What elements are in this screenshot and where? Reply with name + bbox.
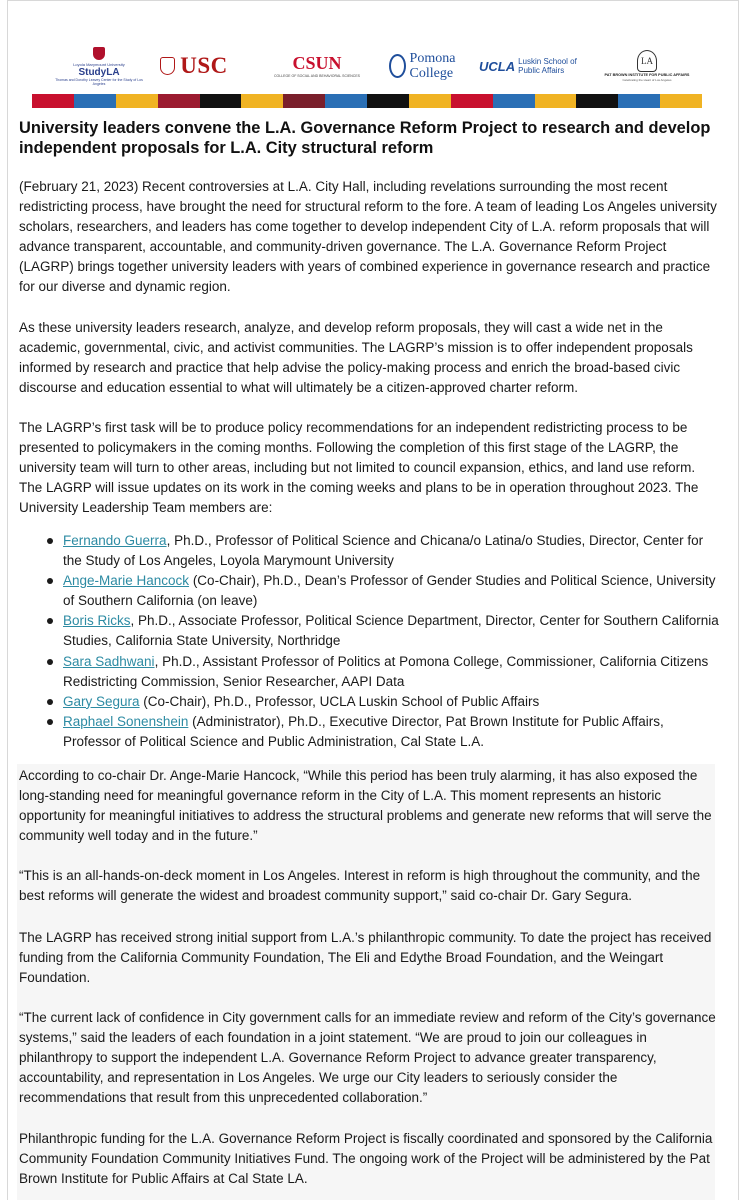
- color-stripe-12: [535, 94, 577, 108]
- bullet-icon: [47, 719, 53, 725]
- paragraph-foundation-statement: “The current lack of confidence in City government calls for an immediate review and reform of the City’s governance systems,” said the leaders of each foundation in a joint statement. “We are proud to join our colleagues in philanthropy to support the independent L.A. Governance Reform Project to advance greater transparency, accountability, and representation in Los Angeles. We urge our City leaders to seriously consider the recommendations that result from this unprecedented collaboration.”: [19, 1010, 716, 1106]
- member-description: (Co-Chair), Ph.D., Professor, UCLA Luskin School of Public Affairs: [139, 693, 540, 709]
- csun-logo: [272, 38, 362, 94]
- lmu-logo-name: StudyLA: [78, 66, 120, 78]
- list-item: [19, 611, 719, 651]
- member-link-hancock[interactable]: Ange-Marie Hancock: [63, 573, 190, 589]
- lmu-shield-icon: [93, 47, 105, 60]
- usc-logo: [154, 38, 234, 94]
- list-item: [19, 712, 719, 752]
- bullet-icon: [47, 618, 53, 624]
- member-link-sadhwani[interactable]: Sara Sadhwani: [63, 653, 155, 669]
- color-stripe-1: [74, 94, 116, 108]
- paragraph-funding: The LAGRP has received strong initial support from L.A.’s philanthropic community. To date the project has received funding from the California Community Foundation, The Eli and Edythe Broad Foundation, and the Weingart Foundation.: [19, 930, 712, 986]
- bullet-icon: [47, 538, 53, 544]
- list-item: [19, 692, 719, 712]
- color-stripe-13: [576, 94, 618, 108]
- paragraph-hancock-quote: According to co-chair Dr. Ange-Marie Hancock, “While this period has been truly alarming, it has also exposed the long-standing need for meaningful governance reform in the City of L.A. This moment represents an historic opportunity for meaningful initiatives to address the structural problems and generate new reforms that will serve the community well today and in the future.”: [19, 768, 712, 844]
- color-stripe-3: [158, 94, 200, 108]
- usc-seal-icon: [160, 57, 175, 75]
- color-stripe-0: [32, 94, 74, 108]
- member-description: , Ph.D., Associate Professor, Political Science Department, Director, Center for Southern California Studies, California State University, Northridge: [63, 613, 719, 649]
- lmu-studyla-logo: [54, 38, 144, 94]
- paragraph-fiscal-sponsor: Philanthropic funding for the L.A. Governance Reform Project is fiscally coordinated and sponsored by the California Community Foundation Community Initiatives Fund. The ongoing work of the Project will be administered by the Pat Brown Institute for Public Affairs at Cal State LA.: [19, 1131, 713, 1187]
- ucla-logo-name: UCLA: [479, 58, 516, 74]
- paragraph-mission: As these university leaders research, analyze, and develop reform proposals, they will cast a wide net in the academic, governmental, civic, and activist communities. The LAGRP’s mission is to offer independent proposals informed by research and practice that help advise the policy-making process and enrich the broad-based civic discourse and education essential to what will ultimately be a citizen-approved charter reform.: [19, 320, 693, 396]
- color-stripe-7: [325, 94, 367, 108]
- article-headline: University leaders convene the L.A. Governance Reform Project to research and develop independent proposals for L.A. City structural reform: [19, 119, 711, 157]
- lmu-logo-line2: Thomas and Dorothy Leavey Center for the Study of Los Angeles: [55, 77, 143, 86]
- list-item: [19, 652, 719, 692]
- pomona-logo-line1: Pomona: [409, 51, 456, 66]
- color-stripe-5: [241, 94, 283, 108]
- paragraph-segura-quote: “This is an all-hands-on-deck moment in Los Angeles. Interest in reform is high throughout the community, and the best reforms will generate the widest and broadest community support,” said co-chair Dr. Gary Segura.: [19, 868, 701, 904]
- bullet-icon: [47, 659, 53, 665]
- header-banner: [32, 38, 702, 110]
- color-stripe-2: [116, 94, 158, 108]
- color-stripe-4: [200, 94, 242, 108]
- pat-brown-logo-sub: Celebrating the Heart of Los Angeles: [622, 77, 672, 82]
- color-stripe-15: [660, 94, 702, 108]
- ucla-logo-sub: Luskin School of Public Affairs: [518, 57, 577, 75]
- member-description: (Administrator), Ph.D., Executive Director, Pat Brown Institute for Public Affairs, Professor of Political Science and Public Administration, Cal State L.A.: [63, 713, 664, 749]
- paragraph-intro: (February 21, 2023) Recent controversies at L.A. City Hall, including revelations surrounding the most recent redistricting process, have brought the need for structural reform to the fore. A team of leading Los Angeles university scholars, researchers, and leaders has come together to develop independent City of L.A. reform proposals that will advance transparent, accountable, and community-driven governance. The L.A. Governance Reform Project (LAGRP) brings together university leaders with years of combined experience in governance research and practice for our diverse and dynamic region.: [19, 179, 717, 295]
- list-item: [19, 571, 719, 611]
- leadership-team-list: [19, 531, 719, 752]
- color-stripe-6: [283, 94, 325, 108]
- pomona-logo-line2: College: [409, 66, 454, 81]
- member-description: , Ph.D., Assistant Professor of Politics at Pomona College, Commissioner, California Citizens Redistricting Commission, Senior Researcher, AAPI Data: [63, 653, 709, 689]
- csun-logo-sub: COLLEGE OF SOCIAL AND BEHAVIORAL SCIENCES: [273, 74, 361, 78]
- csun-logo-name: CSUN: [292, 53, 342, 73]
- logo-row: [32, 38, 702, 94]
- bullet-icon: [47, 699, 53, 705]
- color-stripe-14: [618, 94, 660, 108]
- color-stripe-10: [451, 94, 493, 108]
- member-link-guerra[interactable]: Fernando Guerra: [63, 533, 167, 548]
- pat-brown-seal-icon: LA: [637, 50, 657, 72]
- member-link-segura[interactable]: Gary Segura: [63, 693, 140, 709]
- pat-brown-logo-name: PAT BROWN INSTITUTE FOR PUBLIC AFFAIRS: [604, 73, 690, 78]
- lmu-logo-line1: Loyola Marymount University: [73, 61, 125, 67]
- pomona-logo: [372, 38, 472, 94]
- usc-logo-name: USC: [180, 53, 228, 78]
- pat-brown-institute-logo: [602, 38, 692, 94]
- color-stripe-11: [493, 94, 535, 108]
- member-link-sonenshein[interactable]: Raphael Sonenshein: [63, 713, 189, 729]
- member-link-ricks[interactable]: Boris Ricks: [63, 613, 131, 629]
- member-description: (Co-Chair), Ph.D., Dean’s Professor of Gender Studies and Political Science, University of Southern California (on leave): [63, 573, 716, 609]
- color-stripe-9: [409, 94, 451, 108]
- pomona-seal-icon: [389, 54, 406, 78]
- color-stripe-bar: [32, 94, 702, 108]
- list-item: [19, 531, 719, 571]
- paragraph-first-task: The LAGRP’s first task will be to produce policy recommendations for an independent redistricting process to be presented to policymakers in the coming months. Following the completion of this first stage of the LAGRP, the university team will turn to other areas, including but not limited to council expansion, ethics, and land use reform. The LAGRP will issue updates on its work in the coming weeks and plans to be in operation throughout 2023. The University Leadership Team members are:: [19, 420, 699, 516]
- bullet-icon: [47, 578, 53, 584]
- member-description: , Ph.D., Professor of Political Science and Chicana/o Latina/o Studies, Director, Center for the Study of Los Angeles, Loyola Marymount University: [63, 533, 704, 569]
- color-stripe-8: [367, 94, 409, 108]
- ucla-luskin-logo: [479, 38, 589, 94]
